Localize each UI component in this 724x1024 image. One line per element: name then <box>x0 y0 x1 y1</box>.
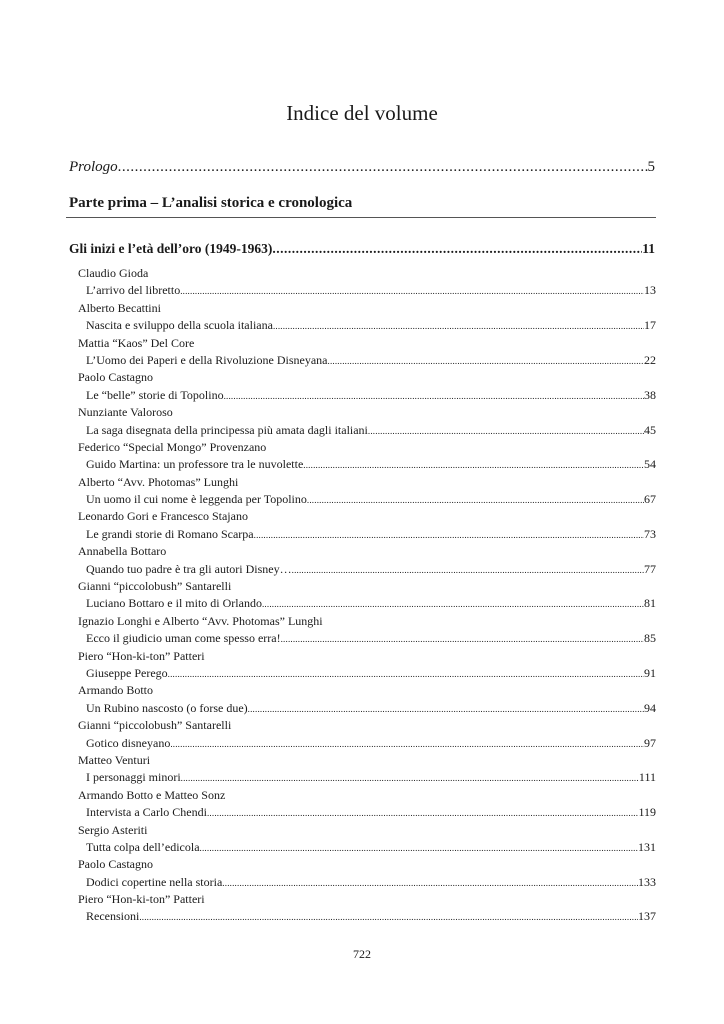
dot-leader <box>207 805 638 821</box>
toc-entry[interactable] <box>78 578 656 613</box>
entry-title: L’arrivo del libretto <box>86 283 181 298</box>
dot-leader <box>168 666 644 682</box>
entry-title: Nascita e sviluppo della scuola italiana <box>86 318 273 333</box>
entry-author: Sergio Asteriti <box>78 822 148 837</box>
entry-page: 111 <box>638 770 656 785</box>
toc-entry[interactable] <box>78 752 656 787</box>
entry-page: 73 <box>644 526 656 541</box>
dot-leader <box>281 631 644 647</box>
entry-title: Un uomo il cui nome è leggenda per Topolino <box>86 492 307 507</box>
entry-author: Matteo Venturi <box>78 752 151 767</box>
toc-entry[interactable] <box>78 474 656 509</box>
entry-author: Gianni “piccolobush” Santarelli <box>78 718 232 733</box>
toc-entry[interactable] <box>78 822 656 857</box>
entry-page: 45 <box>644 422 656 437</box>
entry-page: 81 <box>644 596 656 611</box>
entry-page: 131 <box>638 839 656 854</box>
entry-page: 137 <box>638 909 656 924</box>
entry-title: Un Rubino nascosto (o forse due) <box>86 700 248 715</box>
entry-page: 133 <box>638 874 656 889</box>
entry-author: Paolo Castagno <box>78 370 153 385</box>
entry-author: Leonardo Gori e Francesco Stajano <box>78 509 248 524</box>
entry-title: Gotico disneyano <box>86 735 171 750</box>
toc-section-heading[interactable] <box>69 240 655 258</box>
entry-title: Luciano Bottaro e il mito di Orlando <box>86 596 262 611</box>
dot-leader <box>262 596 644 612</box>
entry-title: Quando tuo padre è tra gli autori Disney… <box>86 561 292 576</box>
entry-page: 22 <box>644 352 656 367</box>
dot-leader <box>248 701 644 717</box>
dot-leader <box>170 736 644 752</box>
dot-leader <box>118 157 648 177</box>
dot-leader <box>180 283 644 299</box>
toc-entry[interactable] <box>78 717 656 752</box>
entry-title: Le “belle” storie di Topolino <box>86 387 224 402</box>
toc-entry[interactable] <box>78 508 656 543</box>
part-heading: Parte prima – L’analisi storica e cronologica <box>69 195 353 211</box>
dot-leader <box>222 875 638 891</box>
toc-entry-label: Prologo <box>69 159 118 175</box>
entry-author: Armando Botto <box>78 683 153 698</box>
dot-leader <box>328 353 645 369</box>
entry-title: Ecco il giudicio uman come spesso erra! <box>86 631 281 646</box>
entry-author: Piero “Hon-ki-ton” Patteri <box>78 648 205 663</box>
dot-leader <box>224 388 644 404</box>
entry-author: Piero “Hon-ki-ton” Patteri <box>78 892 205 907</box>
entry-page: 54 <box>644 457 656 472</box>
toc-entry[interactable] <box>78 335 656 370</box>
dot-leader <box>254 527 644 543</box>
toc-entry[interactable] <box>78 404 656 439</box>
entry-author: Ignazio Longhi e Alberto “Avv. Photomas” Lunghi <box>78 613 323 628</box>
toc-entry[interactable] <box>78 613 656 648</box>
entry-page: 17 <box>644 318 656 333</box>
entry-title: Giuseppe Perego <box>86 665 168 680</box>
entry-author: Armando Botto e Matteo Sonz <box>78 787 226 802</box>
toc-entry-list <box>78 265 656 926</box>
entry-page: 13 <box>644 283 656 298</box>
dot-leader <box>272 240 642 258</box>
toc-entry[interactable] <box>78 265 656 300</box>
toc-entry[interactable] <box>78 856 656 891</box>
entry-title: Intervista a Carlo Chendi <box>86 805 207 820</box>
entry-title: Guido Martina: un professore tra le nuvolette <box>86 457 304 472</box>
dot-leader <box>139 909 638 925</box>
entry-page: 97 <box>644 735 656 750</box>
toc-entry[interactable] <box>78 543 656 578</box>
entry-author: Mattia “Kaos” Del Core <box>78 335 195 350</box>
toc-entry[interactable] <box>78 369 656 404</box>
entry-page: 38 <box>644 387 656 402</box>
entry-title: Recensioni <box>86 909 140 924</box>
toc-entry[interactable] <box>78 787 656 822</box>
entry-title: Tutta colpa dell’edicola <box>86 839 200 854</box>
entry-author: Alberto “Avv. Photomas” Lunghi <box>78 474 239 489</box>
toc-entry[interactable] <box>78 682 656 717</box>
dot-leader <box>307 492 644 508</box>
toc-entry-prologo[interactable] <box>69 157 655 177</box>
entry-title: La saga disegnata della principessa più amata dagli italiani <box>86 422 368 437</box>
dot-leader <box>368 423 644 439</box>
entry-author: Federico “Special Mongo” Provenzano <box>78 439 267 454</box>
toc-entry[interactable] <box>78 648 656 683</box>
entry-title: Le grandi storie di Romano Scarpa <box>86 526 254 541</box>
entry-author: Paolo Castagno <box>78 857 153 872</box>
toc-entry[interactable] <box>78 891 656 926</box>
toc-page-number: 11 <box>642 241 655 256</box>
toc-page-number: 5 <box>647 159 655 175</box>
entry-page: 85 <box>644 631 656 646</box>
entry-page: 77 <box>644 561 656 576</box>
toc-entry[interactable] <box>78 439 656 474</box>
entry-author: Alberto Becattini <box>78 300 161 315</box>
dot-leader <box>303 457 644 473</box>
page-number: 722 <box>353 947 371 961</box>
dot-leader <box>273 318 644 334</box>
toc-section-label: Gli inizi e l’età dell’oro (1949-1963) <box>69 241 273 256</box>
entry-page: 91 <box>644 665 656 680</box>
entry-author: Claudio Gioda <box>78 266 149 280</box>
entry-title: Dodici copertine nella storia <box>86 874 223 889</box>
entry-page: 67 <box>644 492 656 507</box>
page-title: Indice del volume <box>286 101 438 126</box>
toc-entry[interactable] <box>78 300 656 335</box>
entry-title: L’Uomo dei Paperi e della Rivoluzione Disneyana <box>86 352 328 367</box>
dot-leader <box>200 840 638 856</box>
divider <box>66 217 656 218</box>
entry-author: Gianni “piccolobush” Santarelli <box>78 579 232 594</box>
entry-author: Nunziante Valoroso <box>78 405 173 420</box>
entry-title: I personaggi minori <box>86 770 181 785</box>
dot-leader <box>292 562 644 578</box>
entry-author: Annabella Bottaro <box>78 544 167 559</box>
entry-page: 119 <box>638 805 656 820</box>
dot-leader <box>181 770 639 786</box>
entry-page: 94 <box>644 700 656 715</box>
